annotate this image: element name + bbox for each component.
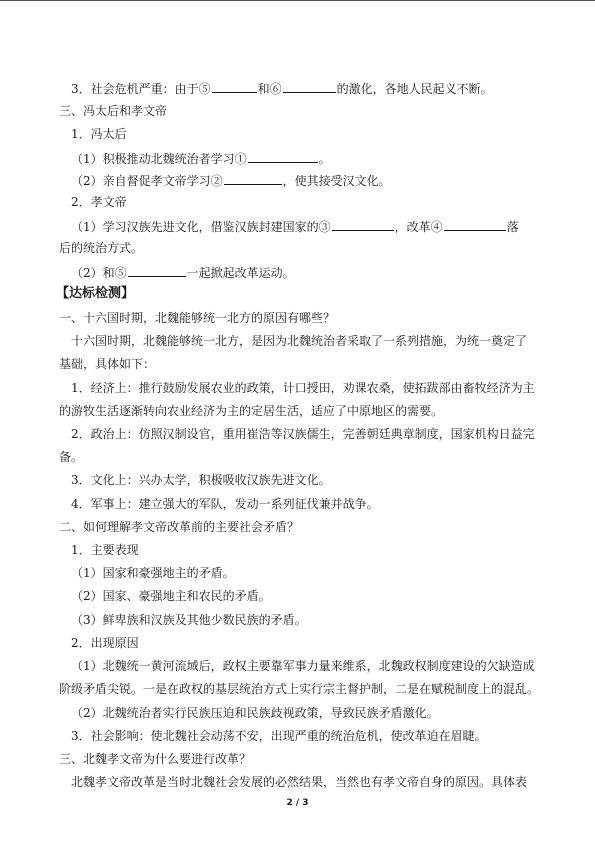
question-heading: 一、十六国时期，北魏能够统一北方的原因有哪些？ <box>59 311 336 325</box>
paragraph-line: 十六国时期，北魏能够统一北方，是因为北魏统治者采取了一系列措施，为统一奠定了 <box>71 334 528 348</box>
fill-blank-1[interactable] <box>248 150 318 163</box>
question-tail: 一起掀起改革运动。 <box>186 266 295 280</box>
question-text: （2）和⑤ <box>71 266 127 280</box>
paragraph-line: 备。 <box>59 450 84 464</box>
question-text: （1）学习汉族先进文化，借鉴汉族封建国家的③ <box>71 220 331 234</box>
fill-blank-5[interactable] <box>212 80 257 93</box>
fill-blank-2[interactable] <box>224 172 282 185</box>
paragraph-line: （3）鲜卑族和汉族及其他少数民族的矛盾。 <box>71 613 307 627</box>
question-tail: 。 <box>318 152 331 166</box>
page-top-rule <box>0 0 595 1</box>
crisis-and: 和⑥ <box>257 82 282 96</box>
question-text: （2）亲自督促孝文帝学习② <box>71 174 223 188</box>
question-heading: 三、北魏孝文帝为什么要进行改革？ <box>59 752 252 766</box>
subheading: 2．出现原因 <box>71 636 139 650</box>
question-heading: 二、如何理解孝文帝改革前的主要社会矛盾？ <box>59 520 300 534</box>
question-line <box>71 218 551 234</box>
paragraph-line: 2．政治上：仿照汉制设官，重用崔浩等汉族儒生，完善朝廷典章制度，国家机构日益完 <box>71 427 535 441</box>
fill-blank-3[interactable] <box>332 218 394 231</box>
question-line <box>71 150 551 166</box>
subheading: 1．主要表现 <box>71 543 139 557</box>
paragraph-line: （1）北魏统一黄河流域后，政权主要靠军事力量来维系，北魏政权制度建设的欠缺造成 <box>71 659 535 673</box>
paragraph-line: 阶级矛盾尖锐。一是在政权的基层统治方式上实行宗主督护制，二是在赋税制度上的混乱。 <box>59 682 540 696</box>
question-line <box>71 172 551 188</box>
paragraph-line: 1．经济上：推行鼓励发展农业的政策，计口授田，劝课农桑，使拓跋部由畜牧经济为主 <box>71 381 535 395</box>
subheading: 2．孝文帝 <box>71 195 127 209</box>
paragraph-line: 4．军事上：建立强大的军队，发动一系列征伐兼并战争。 <box>71 497 379 511</box>
page-number: 2 / 3 <box>286 798 309 808</box>
crisis-tail: 的激化，各地人民起义不断。 <box>336 82 493 96</box>
fill-blank-4[interactable] <box>444 218 506 231</box>
section-heading: 【达标检测】 <box>56 286 135 301</box>
question-tail: 落 <box>506 220 519 234</box>
question-text: （1）积极推动北魏统治者学习① <box>71 152 247 166</box>
fill-blank-5b[interactable] <box>128 264 186 277</box>
paragraph-line: 北魏孝文帝改革是当时北魏社会发展的必然结果，当然也有孝文帝自身的原因。具体表 <box>71 775 528 789</box>
paragraph-line: 的游牧生活逐渐转向农业经济为主的定居生活，适应了中原地区的需要。 <box>59 404 444 418</box>
crisis-line <box>71 80 551 96</box>
paragraph-line: 3．社会影响：使北魏社会动荡不安，出现严重的统治危机，使改革迫在眉睫。 <box>71 729 487 743</box>
crisis-text: 3．社会危机严重：由于⑤ <box>71 82 211 96</box>
subheading: 1．冯太后 <box>71 127 127 141</box>
paragraph-line: （2）北魏统治者实行民族压迫和民族歧视政策，导致民族矛盾激化。 <box>71 706 439 720</box>
paragraph-line: （1）国家和豪强地主的矛盾。 <box>71 566 235 580</box>
paragraph-line: （2）国家、豪强地主和农民的矛盾。 <box>71 589 271 603</box>
section-heading: 三、冯太后和孝文帝 <box>59 104 168 118</box>
paragraph-line: 3．文化上：兴办太学，积极吸收汉族先进文化。 <box>71 473 331 487</box>
question-line <box>71 264 551 280</box>
paragraph-line: 基础，具体如下： <box>59 357 156 371</box>
fill-blank-6[interactable] <box>283 80 336 93</box>
paragraph-line: 后的统治方式。 <box>59 241 144 255</box>
question-tail: ，使其接受汉文化。 <box>282 174 391 188</box>
question-mid: ，改革④ <box>394 220 443 234</box>
